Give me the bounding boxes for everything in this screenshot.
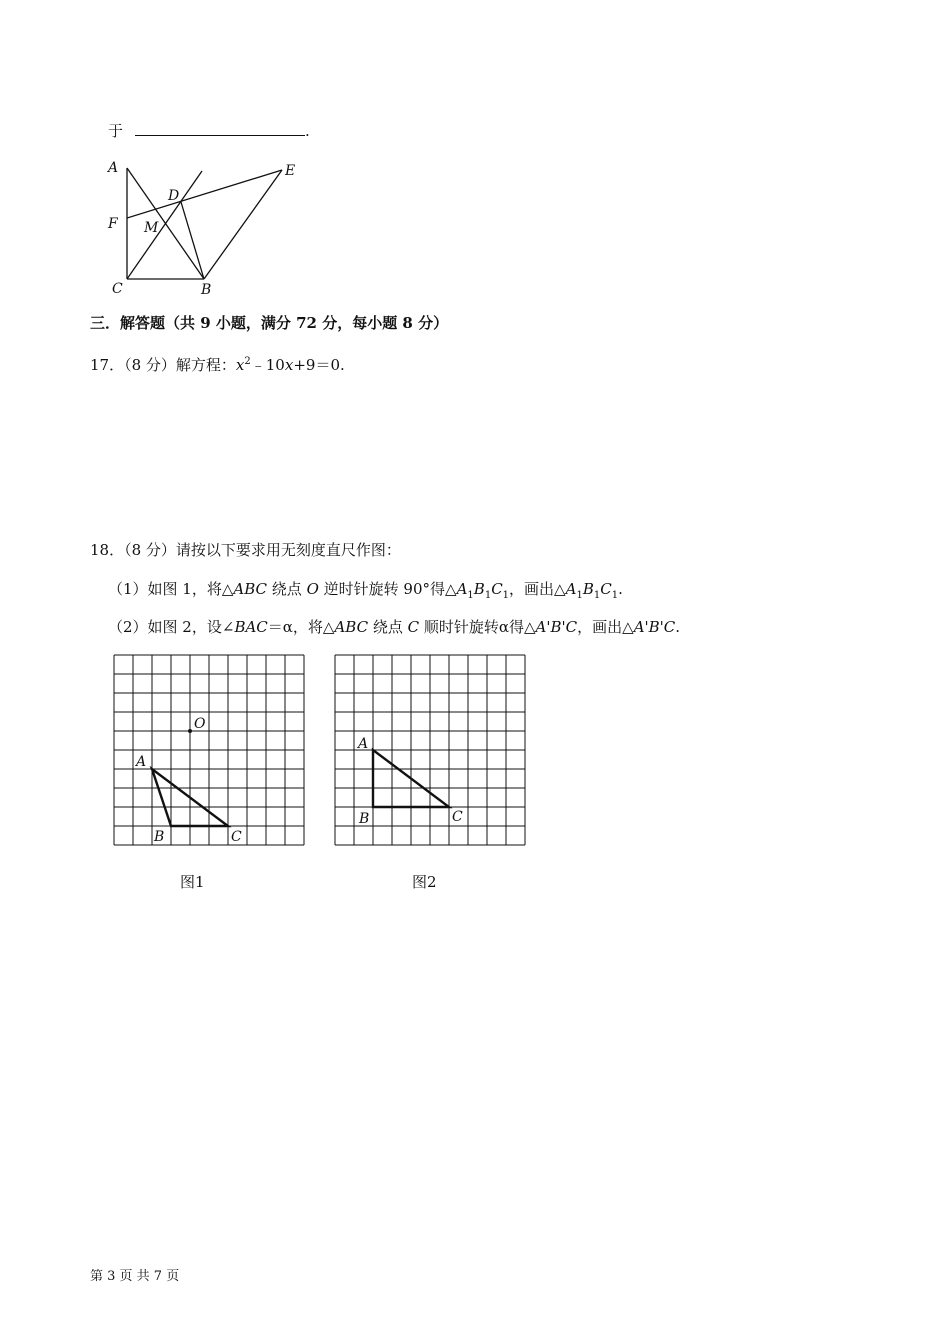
label-E: E [285, 163, 296, 179]
label-F: F [108, 216, 118, 232]
p2-abc3: A'B'C [633, 618, 676, 636]
p1-sub3: 1 [502, 590, 510, 601]
q18-text: 请按以下要求用无刻度直尺作图： [175, 541, 401, 559]
grid1-label-B: B [154, 829, 165, 845]
q18-part2 [108, 617, 680, 637]
grid2-label-B: B [359, 811, 370, 827]
p2-mid1: ＝α，将△ [267, 618, 335, 636]
page-footer: 第 3 页 共 7 页 [90, 1269, 180, 1284]
p2-prefix: （2）如图 2，设∠ [108, 618, 235, 636]
p1-sub2: 1 [484, 590, 492, 601]
p2-mid3: 顺时针旋转α得△ [419, 618, 536, 636]
point-O [188, 729, 192, 733]
grid-1-lines [114, 655, 304, 845]
q17-var-x2: x [284, 356, 294, 374]
question-17 [90, 352, 345, 375]
p1-c1: C [491, 580, 503, 598]
grid2-label-A: A [358, 736, 369, 752]
p1-mid3: ，画出△ [509, 580, 566, 598]
p2-abc: ABC [334, 618, 369, 636]
p1-abc: ABC [233, 580, 268, 598]
p2-mid4: ，画出△ [577, 618, 634, 636]
q18-score: （8 分） [124, 541, 176, 559]
q16-suffix: . [305, 122, 310, 140]
p2-abc2: A'B'C [535, 618, 578, 636]
q18-part1 [108, 579, 623, 606]
p1-sub1: 1 [467, 590, 474, 601]
grid2-label-C: C [452, 809, 463, 825]
grid1-label-O: O [194, 716, 206, 732]
geometry-figure [100, 155, 310, 300]
p1-mid2: 逆时针旋转 90°得△ [318, 580, 457, 598]
p1-a1: A [456, 580, 468, 598]
p1-prefix: （1）如图 1，将△ [108, 580, 234, 598]
p1-c2: C [600, 580, 612, 598]
line-DB [181, 202, 204, 279]
label-B: B [201, 282, 212, 298]
caption-figure-2: 图2 [412, 873, 437, 891]
section-title: 三．解答题（共 9 小题，满分 72 分，每小题 8 分） [90, 314, 449, 332]
line-BE [204, 170, 282, 279]
label-C: C [112, 281, 123, 297]
p1-a2: A [565, 580, 577, 598]
q17-number: 17． [90, 356, 125, 374]
q17-score: （8 分） [124, 356, 176, 374]
p1-end: . [618, 580, 623, 598]
label-A: A [108, 160, 119, 176]
p2-mid2: 绕点 [368, 618, 408, 636]
p2-c: C [407, 618, 420, 636]
p1-b1: B [473, 580, 485, 598]
grid1-label-C: C [231, 829, 242, 845]
grid1-label-A: A [136, 754, 147, 770]
q17-eq-minus: ﹣10 [250, 356, 285, 374]
grid-figure-1 [100, 650, 315, 855]
label-D: D [168, 188, 180, 204]
q17-exponent: 2 [244, 356, 251, 367]
question-18 [90, 540, 401, 560]
p1-sub4: 1 [576, 590, 583, 601]
label-M: M [144, 220, 159, 236]
q16-answer-line [108, 121, 310, 141]
p1-mid1: 绕点 [267, 580, 307, 598]
p1-b2: B [582, 580, 594, 598]
line-CD-extended [127, 171, 202, 279]
p1-sub6: 1 [611, 590, 619, 601]
caption-figure-1: 图1 [180, 873, 205, 891]
answer-blank [135, 121, 305, 136]
line-FE [127, 170, 282, 218]
p2-end: . [675, 618, 681, 636]
q17-text: 解方程： [175, 356, 236, 374]
p1-sub5: 1 [593, 590, 601, 601]
q17-eq-tail: +9＝0. [293, 356, 345, 374]
q16-prefix: 于 [108, 122, 124, 140]
q18-number: 18． [90, 541, 125, 559]
q17-var-x: x [235, 356, 245, 374]
p2-bac: BAC [234, 618, 268, 636]
p1-o: O [306, 580, 319, 598]
grid-figure-2 [330, 650, 535, 855]
